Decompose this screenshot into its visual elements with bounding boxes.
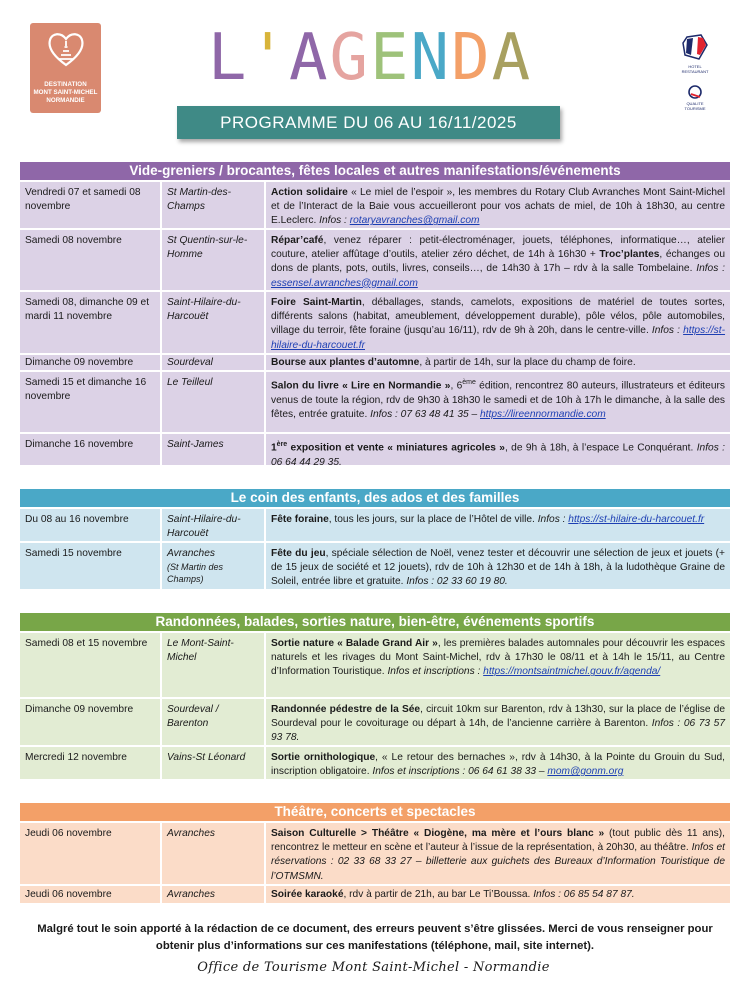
event-description: Bourse aux plantes d’automne, à partir de 14h, sur la place du champ de foire. (266, 355, 730, 370)
event-row (20, 631, 730, 697)
event-place: Sourdeval / Barenton (162, 699, 264, 745)
event-row (20, 507, 730, 541)
event-row (20, 541, 730, 589)
event-description: Sortie ornithologique, « Le retour des bernaches », rdv à 14h30, à la Pointe du Grouin du Sud, inscription obligatoire. Infos et inscriptions : 06 64 61 38 33 – mom@gonm.org (266, 747, 730, 779)
event-place-note: (St Martin des Champs) (167, 562, 224, 585)
event-row (20, 821, 730, 884)
event-link[interactable]: https://montsaintmichel.gouv.fr/agenda/ (483, 666, 661, 678)
event-date: Jeudi 06 novembre (20, 823, 160, 884)
qualite-tourisme-logo (682, 84, 708, 114)
page-title (150, 18, 590, 98)
event-description: Fête du jeu, spéciale sélection de Noël, venez tester et découvrir une sélection de jeux et jouets (+ de 15 jeux de société et 12 jouets), rdv de 10h à 12h30 et de 14h à 18h, à la ludothèque Graine de Soleil, entrée libre et gratuite. Infos : 02 33 60 19 80. (266, 543, 730, 589)
event-date: Samedi 15 novembre (20, 543, 160, 589)
programme-dates: PROGRAMME DU 06 AU 16/11/2025 (220, 113, 517, 132)
event-date: Vendredi 07 et samedi 08 novembre (20, 182, 160, 228)
event-description: Salon du livre « Lire en Normandie », 6ème édition, rencontrez 80 auteurs, illustrateurs et éditeurs venus de toute la région, rdv de 9h30 à 18h30 le samedi et de 10h à 17h le dimanche, à la salle des fêtes, entrée gratuite. Infos : 07 63 48 41 35 – https://lireennormandie.com (266, 372, 730, 432)
france-flag-icon (681, 33, 709, 61)
event-description: Action solidaire « Le miel de l’espoir », les membres du Rotary Club Avranches Mont Saint-Michel et de l’Interact de la Baie vous accueilleront pour vos achats de miel, de 10h à 18h30, au centre E.Leclerc. Infos : rotaryavranches@gmail.com (266, 182, 730, 228)
event-place: Le Teilleul (162, 372, 264, 432)
event-row (20, 432, 730, 468)
event-row (20, 697, 730, 745)
event-link[interactable]: essensel.avranches@gmail.com (271, 277, 418, 289)
event-date: Dimanche 09 novembre (20, 355, 160, 370)
section-title: Vide-greniers / brocantes, fêtes locales et autres manifestations/événements (20, 162, 730, 180)
event-place: Sourdeval (162, 355, 264, 370)
event-row (20, 180, 730, 228)
event-place: Vains-St Léonard (162, 747, 264, 779)
event-row (20, 370, 730, 432)
logo-line-1: DESTINATION (44, 81, 87, 88)
title-letter: D (451, 21, 492, 95)
section-theatre (20, 803, 730, 903)
title-letter: ' (248, 21, 289, 95)
event-description: Randonnée pédestre de la Sée, circuit 10km sur Barenton, rdv à 13h30, sur la place de l’église de Sourdeval pour le covoiturage ou départ à 14h, de l’ancienne carrière à Barenton. Infos : 06 73 57 93 78. (266, 699, 730, 745)
event-description: Fête foraine, tous les jours, sur la place de l’Hôtel de ville. Infos : https://st-hilaire-du-harcouet.fr (266, 509, 730, 541)
event-description: Sortie nature « Balade Grand Air », les premières balades automnales pour découvrir les espaces naturels et les rivages du Mont Saint-Michel, rdv à 17h30 le 08/11 et à 14h le 15/11, au Centre d’Information Touristique. Infos et inscriptions : https://montsaintmichel.gouv.fr/agenda/ (266, 633, 730, 697)
qualite-tourisme-icon (682, 84, 708, 100)
section-enfants (20, 489, 730, 589)
event-row (20, 228, 730, 290)
title-letter: A (288, 21, 330, 95)
title-letter: G (329, 21, 370, 95)
section-title: Randonnées, balades, sorties nature, bien-être, événements sportifs (20, 613, 730, 631)
event-date: Du 08 au 16 novembre (20, 509, 160, 541)
logo-line-2: MONT SAINT-MICHEL (33, 89, 98, 96)
logo-line-3: NORMANDIE (46, 97, 85, 104)
event-date: Samedi 08 novembre (20, 230, 160, 290)
disclaimer-text: Malgré tout le soin apporté à la rédaction de ce document, des erreurs peuvent s’être glissées. Merci de vous renseigner pour obtenir plus d’informations sur ces manifestations (téléphone, mail, site internet). (37, 923, 713, 952)
event-place: Saint-Hilaire-du-Harcouët (162, 509, 264, 541)
event-row (20, 353, 730, 370)
section-randonnees (20, 613, 730, 779)
title-letter: A (491, 21, 533, 95)
event-place: Saint-Hilaire-du-Harcouët (162, 292, 264, 353)
event-place: Avranches (162, 823, 264, 884)
event-row (20, 290, 730, 353)
event-date: Dimanche 09 novembre (20, 699, 160, 745)
event-date: Samedi 15 et dimanche 16 novembre (20, 372, 160, 432)
logo-fr-caption: HOTEL RESTAURANT (681, 64, 709, 74)
event-date: Mercredi 12 novembre (20, 747, 160, 779)
event-row (20, 884, 730, 903)
event-place: St Quentin-sur-le-Homme (162, 230, 264, 290)
section-title: Le coin des enfants, des ados et des familles (20, 489, 730, 507)
title-letter: E (370, 21, 411, 95)
event-place: Avranches (162, 886, 264, 903)
event-description: Saison Culturelle > Théâtre « Diogène, ma mère et l’ours blanc » (tout public dès 11 ans), rencontrez le metteur en scène et l’auteur à l’issue de la représentation, à 20h30, au théâtre. Infos et réservations : 02 33 68 33 27 – billetterie aux guichets des Bureaux d’Information Touristique de l’OTMSMN. (266, 823, 730, 884)
event-date: Samedi 08 et 15 novembre (20, 633, 160, 697)
event-link[interactable]: mom@gonm.org (547, 766, 624, 778)
event-link[interactable]: https://st-hilaire-du-harcouet.fr (568, 514, 705, 525)
event-description: 1ère exposition et vente « miniatures agricoles », de 9h à 18h, à l’espace Le Conquérant. Infos : 06 64 44 29 35. (266, 434, 730, 465)
logo-q-caption: QUALITE TOURISME (684, 101, 706, 111)
event-link[interactable]: rotaryavranches@gmail.com (349, 215, 480, 227)
event-place: Saint-James (162, 434, 264, 465)
event-date: Dimanche 16 novembre (20, 434, 160, 465)
event-description: Répar’café, venez réparer : petit-électroménager, jouets, téléphones, informatique…, atelier couture, atelier affûtage d’outils, atelier zéro déchet, de 14h à 16h30 + Troc’plantes, échanges ou dons de plants, pots, outils, livres, conseils…, de 14h30 à 17h – rdv à la salle Tombelaine. Infos : essensel.avranches@gmail.com (266, 230, 730, 290)
event-place: Avranches (St Martin des Champs) (162, 543, 264, 589)
section-title: Théâtre, concerts et spectacles (20, 803, 730, 821)
programme-banner (177, 106, 560, 139)
event-row (20, 745, 730, 779)
qualite-hotel-logo (677, 33, 713, 79)
heart-logo-icon (46, 29, 86, 69)
event-description: Soirée karaoké, rdv à partir de 21h, au bar Le Ti’Boussa. Infos : 06 85 54 87 87. (266, 886, 730, 903)
event-place: Le Mont-Saint-Michel (162, 633, 264, 697)
footer-office-name: Office de Tourisme Mont Saint-Michel - Normandie (197, 960, 550, 975)
event-link[interactable]: https://st-hilaire-du-harcouet.fr (271, 325, 726, 351)
event-description: Foire Saint-Martin, déballages, stands, camelots, expositions de matériel de toutes sortes, différents salons (habitat, ameublement, développement durable), pôle vélos, pôle automobiles, village du terroir, fête foraine (jusqu’au 16/11), rdv de 9h à 20h, dans le centre-ville. Infos : https://st-hilaire-du-harcouet.fr (266, 292, 730, 353)
title-letter: N (410, 21, 452, 95)
event-link[interactable]: https://lireennormandie.com (480, 408, 606, 420)
event-date: Samedi 08, dimanche 09 et mardi 11 novembre (20, 292, 160, 353)
event-place: St Martin-des-Champs (162, 182, 264, 228)
destination-logo (30, 23, 101, 113)
event-date: Jeudi 06 novembre (20, 886, 160, 903)
section-vide-greniers (20, 162, 730, 468)
title-letter: L (207, 21, 249, 95)
